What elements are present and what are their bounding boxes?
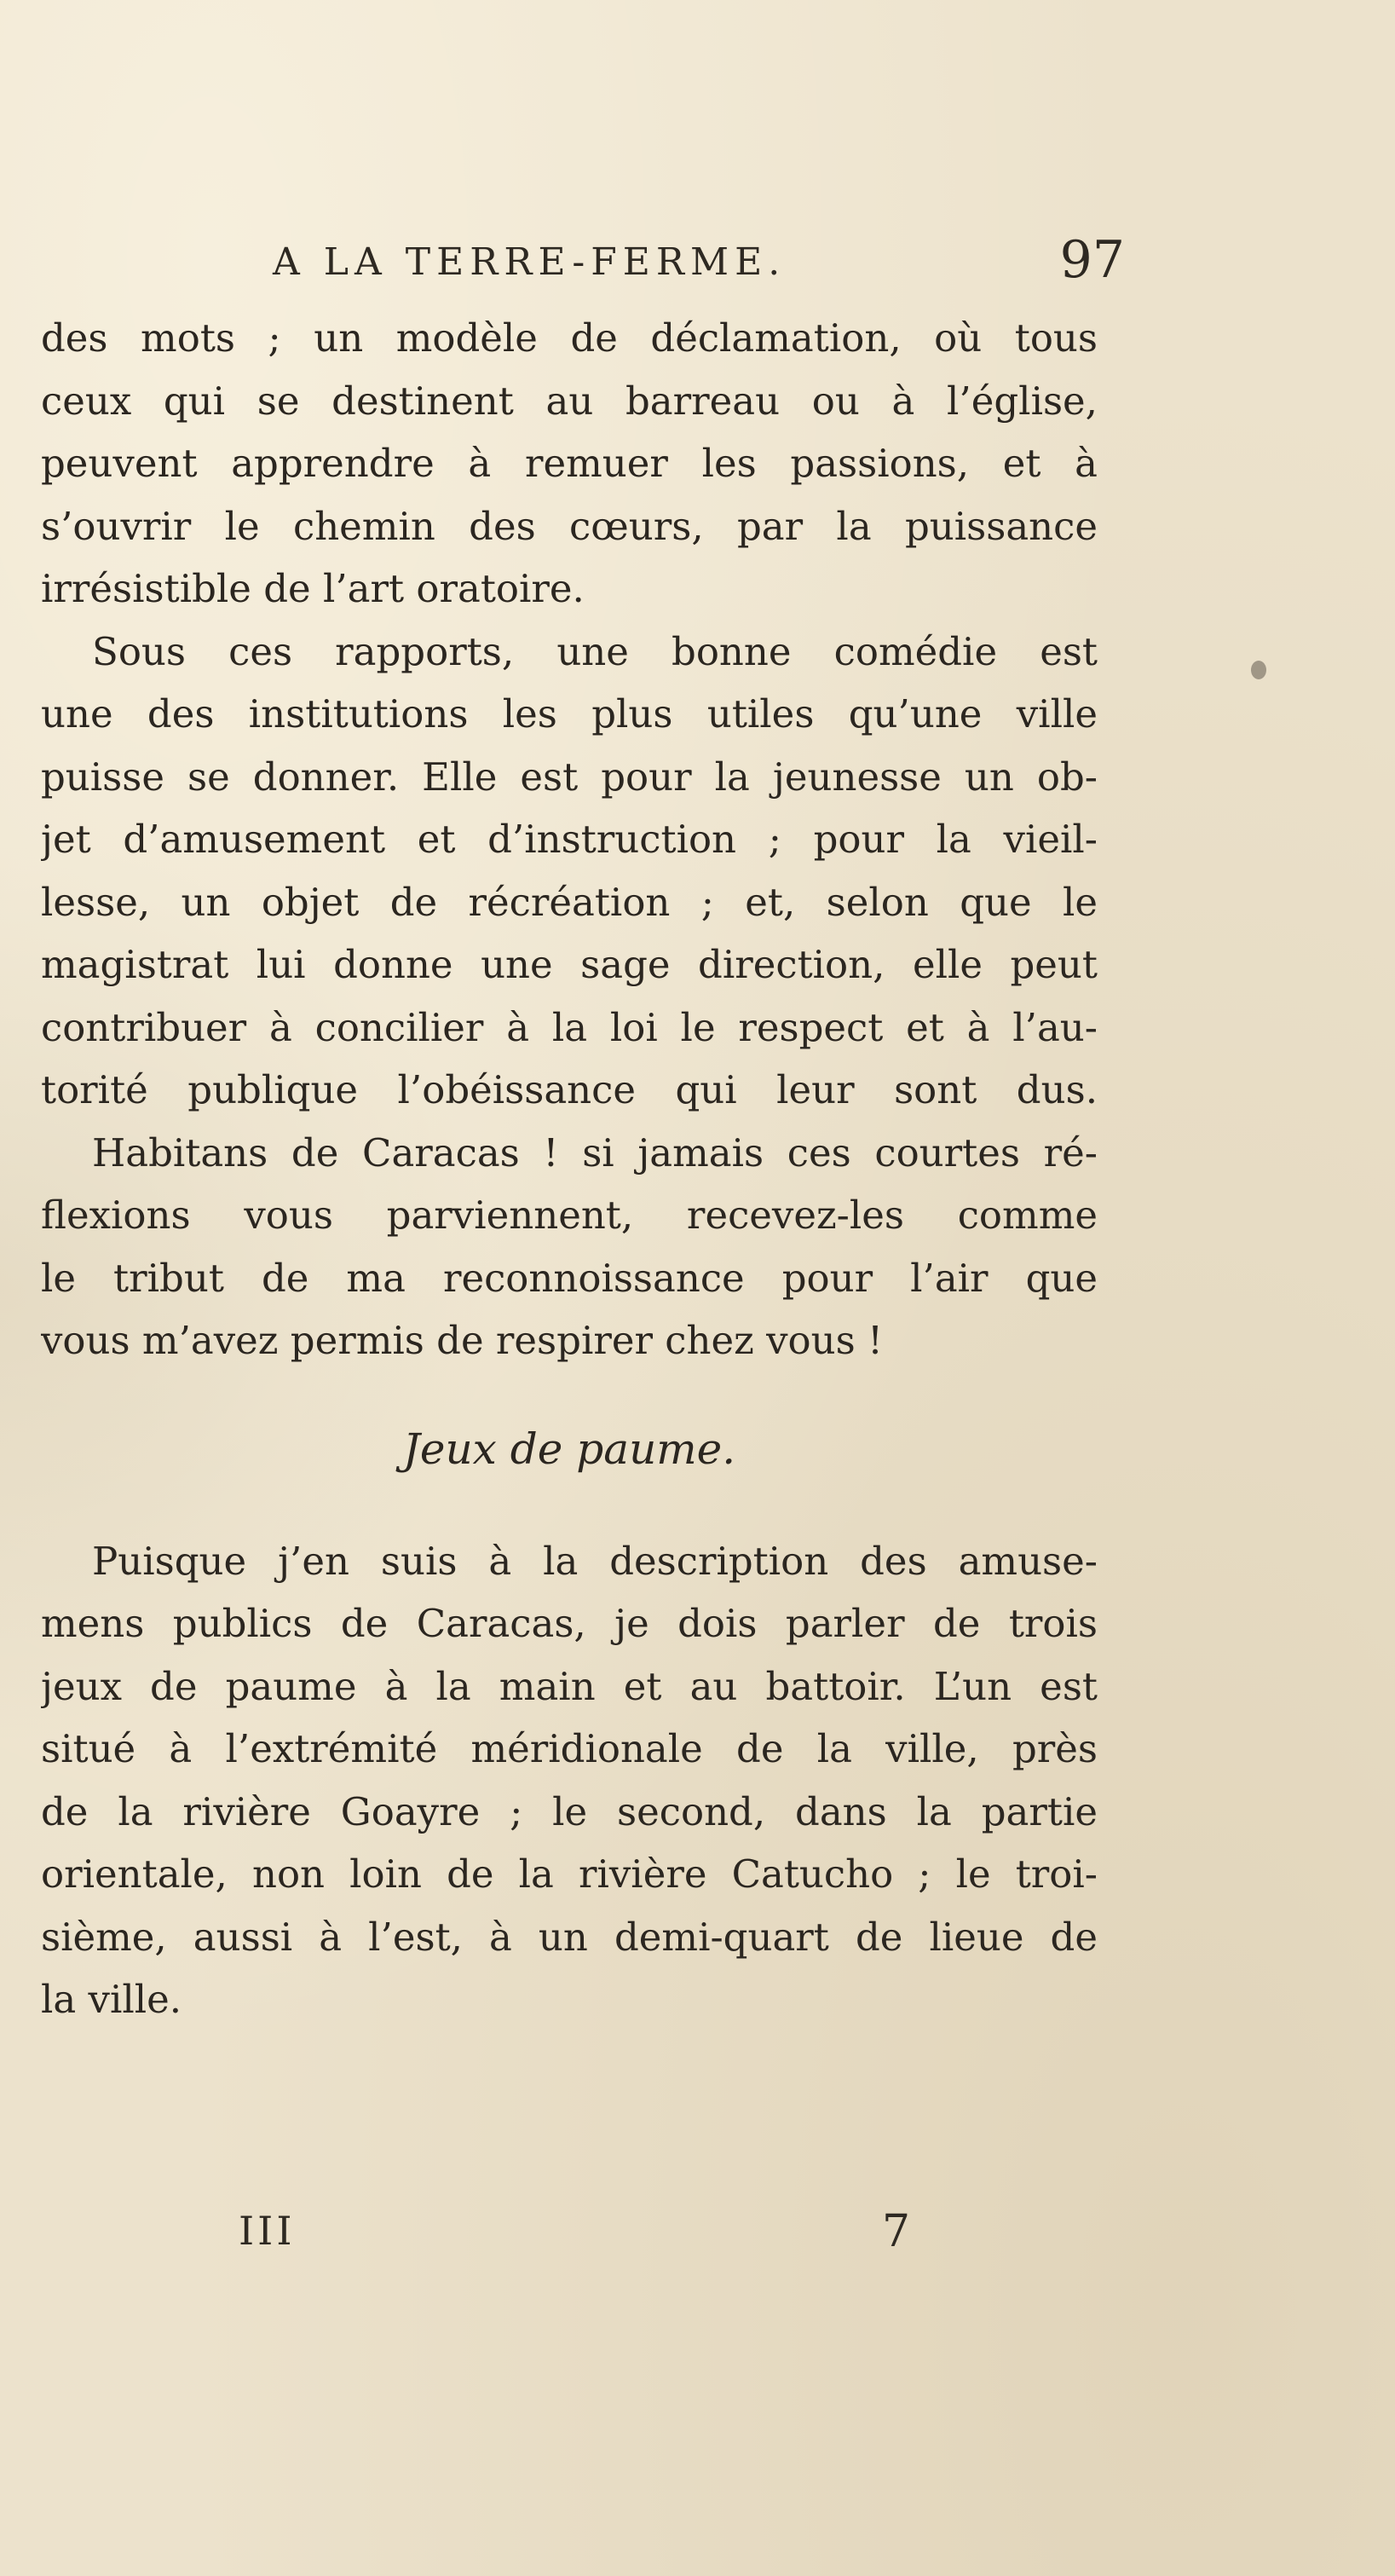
text-line: ceux qui se destinent au barreau ou à l’église, (41, 378, 1098, 424)
text-line: orientale, non loin de la rivière Catucho ; le troi- (41, 1851, 1098, 1897)
section-heading: Jeux de paume. (402, 1424, 736, 1474)
text-line: magistrat lui donne une sage direction, elle peut (41, 942, 1098, 987)
text-line: contribuer à concilier à la loi le respect et à l’au- (41, 1004, 1098, 1050)
text-line: s’ouvrir le chemin des cœurs, par la puissance (41, 503, 1098, 549)
text-line: jet d’amusement et d’instruction ; pour la vieil- (41, 817, 1098, 862)
signature-number: 7 (882, 2206, 911, 2257)
text-line: sième, aussi à l’est, à un demi-quart de lieue de (41, 1914, 1098, 1960)
text-line: le tribut de ma reconnoissance pour l’air que (41, 1255, 1098, 1301)
paragraph-start-line: Habitans de Caracas ! si jamais ces courtes ré- (92, 1129, 1098, 1175)
paragraph-start-line: Puisque j’en suis à la description des amuse- (92, 1538, 1098, 1584)
text-line: des mots ; un modèle de déclamation, où tous (41, 315, 1098, 361)
text-line: puisse se donner. Elle est pour la jeunesse un ob- (41, 754, 1098, 800)
paragraph-start-line: Sous ces rapports, une bonne comédie est (92, 628, 1098, 674)
body-text (41, 307, 1098, 2031)
signature-volume: III (239, 2208, 296, 2254)
text-line: flexions vous parviennent, recevez-les comme (41, 1193, 1098, 1238)
text-line: irrésistible de l’art oratoire. (41, 566, 585, 611)
text-line: lesse, un objet de récréation ; et, selon que le (41, 879, 1098, 925)
page-number: 97 (1059, 230, 1125, 290)
heading-spacer (41, 1513, 1098, 1530)
ink-speck (1251, 661, 1266, 679)
text-line: mens publics de Caracas, je dois parler de trois (41, 1601, 1098, 1646)
text-line: une des institutions les plus utiles qu’une ville (41, 691, 1098, 736)
signature-mark (239, 2199, 920, 2276)
text-line: la ville. (41, 1977, 182, 2022)
running-title: A LA TERRE-FERME. (273, 240, 787, 284)
text-line: peuvent apprendre à remuer les passions, et à (41, 441, 1098, 486)
text-line: de la rivière Goayre ; le second, dans la partie (41, 1788, 1098, 1834)
text-line: torité publique l’obéissance qui leur sont dus. (41, 1067, 1098, 1112)
text-line: jeux de paume à la main et au battoir. L’un est (41, 1663, 1098, 1709)
text-line: situé à l’extrémité méridionale de la ville, près (41, 1726, 1098, 1771)
running-head (273, 230, 1125, 298)
text-line: vous m’avez permis de respirer chez vous ! (41, 1318, 884, 1363)
